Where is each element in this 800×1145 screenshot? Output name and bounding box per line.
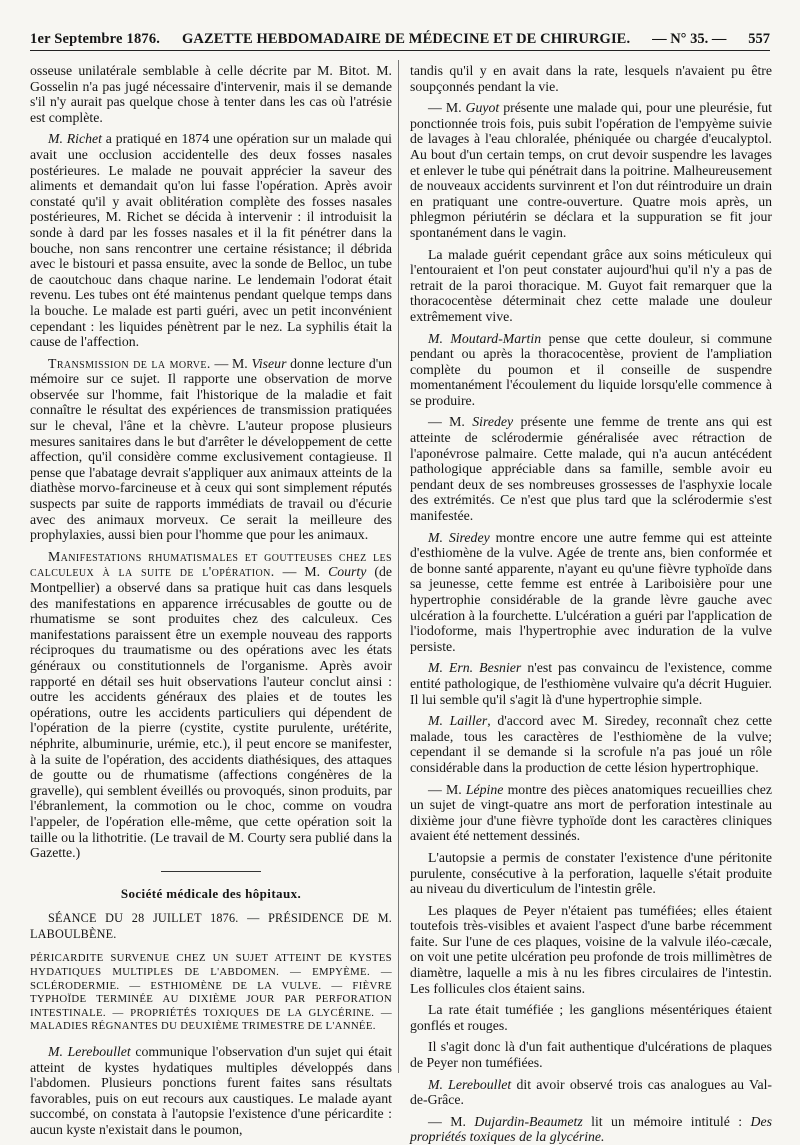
paragraph-text: , d'accord avec M. Siredey, reconnaît chez cette malade, tous les caractères de l'esthiomène de la vulve; cependant il se demande si la scrofule n'a pas joué un rôle considérable dans la production de cette lésion hypertrophique. xyxy=(410,713,772,775)
paragraph-text: communique l'observation d'un sujet qui était atteint de kystes hydatiques multiples développés dans l'abdomen. Plusieurs ponctions furent faites sans résultats favorables, puis on eut recours aux caustiques. Le malade ayant succombé, on constata à l'autopsie l'existence d'une péricardite : aucun kyste n'existait dans le poumon, xyxy=(30,1044,392,1137)
speaker-name: Viseur xyxy=(251,355,287,371)
paragraph: Il s'agit donc là d'un fait authentique d'ulcérations de plaques de Peyer non tuméfiées. xyxy=(410,1039,772,1071)
dash: — M. xyxy=(428,781,466,797)
right-column xyxy=(410,63,773,1145)
paragraph xyxy=(410,100,772,240)
paragraph-text: lit un mémoire intitulé : xyxy=(582,1113,751,1129)
paragraph-text: montre encore une autre femme qui est atteinte d'esthiomène de la vulve. Agée de trente ans, bien conformée et de bonne santé apparente, n'ayant eu qu'une fièvre typhoïde dans sa jeunesse, cette femme est entrée à Lariboisière pour une hypertrophie considérable de la grande lèvre gauche avec ulcération à la fourchette. L'ulcération a guéri par l'application de l'iodoforme, mais l'hypertrophie avec induration de la vulve persiste. xyxy=(410,529,773,654)
paragraph xyxy=(410,1114,772,1145)
paragraph: osseuse unilatérale semblable à celle décrite par M. Bitot. M. Gosselin n'a pas jugé nécessaire d'intervenir, mais il se demande s'il n'y aurait pas quelque chose à tenter dans les cas où l'atrésie est complète. xyxy=(30,63,392,125)
dash: — M. xyxy=(428,1113,475,1129)
session-summary: PÉRICARDITE SURVENUE CHEZ UN SUJET ATTEINT DE KYSTES HYDATIQUES MULTIPLES DE L'ABDOMEN. — EMPYÈME. — SCLÉRODERMIE. — ESTHIOMÈNE DE LA VULVE. — FIÈVRE TYPHOÏDE TERMINÉE AU DIXIÈME JOUR PAR PERFORATION INTESTINALE. — PROPRIÉTÉS TOXIQUES DE LA GLYCÉRINE. — MALADIES RÉGNANTES DU DEUXIÈME TRIMESTRE DE L'ANNÉE. xyxy=(30,952,392,1033)
paragraph-text: montre des pièces anatomiques recueillies chez un sujet de vingt-quatre ans mort de perforation intestinale au dixième jour d'une fièvre typhoïde dont les caractères cliniques avaient été nettement dessinés. xyxy=(410,781,772,844)
speaker-name: M. Lereboullet xyxy=(428,1076,512,1092)
paragraph xyxy=(410,530,772,655)
dash: — M. xyxy=(210,355,252,371)
speaker-name: M. Ern. Besnier xyxy=(428,660,522,676)
paragraph-text: dit avoir observé trois cas analogues au Val-de-Grâce. xyxy=(410,1076,773,1108)
running-header xyxy=(30,22,770,51)
paragraph-text: donne lecture d'un mémoire sur ce sujet. Il rapporte une observation de morve observée sur l'homme, fait l'historique de la maladie et fait connaître le résultat des expériences de transmission pratiquées sur le cheval, l'âne et la chèvre. L'auteur propose plusieurs mesures sanitaires dans le but d'arrêter le développement de cette affection, qu'il considère comme exclusivement contagieuse. Il pense que l'abatage devrait s'appliquer aux animaux atteints de la diathèse morvo-farcineuse et à ceux qui sont simplement réputés suspects par suite de rapports immédiats de travail ou d'écurie avec des animaux morveux. Ce serait la meilleure des prophylaxies, aussi bien pour l'homme que pour les animaux. xyxy=(30,355,392,543)
dash: — M. xyxy=(274,564,329,580)
dash: — M. xyxy=(428,414,473,430)
society-heading: Société médicale des hôpitaux. xyxy=(120,885,302,901)
section-rule xyxy=(161,871,261,872)
column-divider xyxy=(398,60,399,1073)
paragraph xyxy=(30,1044,392,1138)
header-date: 1er Septembre 1876. xyxy=(30,31,161,47)
speaker-name: M. Lailler xyxy=(428,713,488,729)
speaker-name: M. Moutard-Martin xyxy=(428,330,542,346)
dash: — M. xyxy=(428,100,466,116)
paragraph: La rate était tuméfiée ; les ganglions mésentériques étaient gonflés et rouges. xyxy=(410,1002,772,1033)
session-heading: SÉANCE DU 28 JUILLET 1876. — PRÉSIDENCE DE M. LABOULBÈNE. xyxy=(30,911,392,941)
header-page-number: 557 xyxy=(748,31,770,47)
paragraph xyxy=(410,414,772,523)
paragraph-text: présente une femme de trente ans qui est atteinte de sclérodermie généralisée avec rétraction de l'aponévrose palmaire. Cette malade, qui n'a aucun antécédent pathologique appréciable dans sa famille, semble avoir eu pendant deux de ses nombreuses grossesses de l'asphyxie locale des extrémités. Ce n'est que plus tard que la sclérodermie s'est manifestée. xyxy=(410,414,772,524)
paragraph-text: présente une malade qui, pour une pleurésie, fut ponctionnée trois fois, puis subit l'opération de l'empyème suivie de lavages à l'eau chloralée, phéniquée ou chargée d'eucalyptol. Au bout d'un certain temps, on crut devoir suspendre les lavages et enlever le tube qui pénétrait dans la poitrine. Malheureusement de nouveaux accidents survinrent et l'on dut réintroduire un drain en pratiquant une contre-ouverture. Quatre mois après, un phlegmon périutérin se déclara et la suppuration se fit jour spontanément dans le vagin. xyxy=(410,100,772,240)
paragraph xyxy=(30,131,392,349)
header-title: GAZETTE HEBDOMADAIRE DE MÉDECINE ET DE CHIRURGIE. xyxy=(182,31,631,47)
paragraph: L'autopsie a permis de constater l'existence d'une péritonite purulente, consécutive à la perforation, laquelle s'était produite au niveau du diverticulum de l'intestin grêle. xyxy=(410,849,772,897)
paragraph xyxy=(410,660,772,707)
section-heading: Transmission de la morve. xyxy=(48,355,211,371)
speaker-name: M. Richet xyxy=(48,131,102,147)
left-column xyxy=(30,63,392,1137)
paragraph-text: (de Montpellier) a observé dans sa pratique huit cas dans lesquels des manifestations en apparence irrécusables de goutte ou de rhumatisme se sont produites chez des calculeux. Ces manifestations paraissent être un exemple nouveau des rapports réciproques du traumatisme ou des opérations avec les états généraux ou constitutionnels de l'organisme. Après avoir rapporté en détail ses huit observations l'auteur conclut ainsi : outre les accidents généraux des plaies et de toutes les opérations, outre les accidents particuliers qui dépendent de l'opération de la pierre (cystite, cystite purulente, urétérite, néphrite, albuminurie, urémie, etc.), il peut encore se manifester, à la suite de l'opération, des accidents diathésiques, des attaques de goutte ou de rhumatisme (affections congénères de la gravelle), qui semblent éveillés ou provoqués, sinon produits, par l'ébranlement, la commotion ou le choc, comme on voudra l'appeler, de l'opération elle-même, que cette opération soit la taille ou la lithotritie. (Le travail de M. Courty sera publié dans la Gazette.) xyxy=(30,564,392,861)
paragraph xyxy=(410,331,772,409)
paragraph: La malade guérit cependant grâce aux soins méticuleux qui l'entouraient et l'on peut constater aujourd'hui qu'il n'y a pas de retrait de la paroi thoracique. M. Guyot fait remarquer que la thoracocentèse déterminait chez cette malade une douleur extrêmement vive. xyxy=(410,246,772,324)
paragraph: tandis qu'il y en avait dans la rate, lesquels n'avaient pu être soupçonnés pendant la vie. xyxy=(410,63,772,94)
speaker-name: Courty xyxy=(328,564,367,580)
paragraph xyxy=(410,1077,772,1108)
speaker-name: Lépine xyxy=(465,781,504,797)
paragraph xyxy=(30,549,392,861)
paragraph-text: a pratiqué en 1874 une opération sur un malade qui avait une occlusion accidentelle des deux fosses nasales postérieures. Le malade ne pouvait apprécier la saveur des aliments et demandait qu'on lui fasse l'opération. Après avoir constaté qu'il y avait oblitération complète des fosses nasales postérieures, M. Richet se décida à intervenir : il introduisit la sonde à dard par les fosses nasales et il la fit pénétrer dans la bouche, non sans rencontrer une certaine résistance; il débrida avec le bistouri et passa ensuite, avec la sonde de Belloc, un tube de caoutchouc dans chaque narine. Le lendemain l'odorat était revenu. Les tubes ont été maintenus pendant quelque temps dans la bouche. Le malade est parti guéri, avec un petit inconvénient cependant : les liquides pénètrent par le nez. La syphilis était la cause de l'affection. xyxy=(30,131,392,350)
memoir-title: Des propriétés toxiques de la glycérine. xyxy=(410,1113,772,1145)
paragraph: Les plaques de Peyer n'étaient pas tuméfiées; elles étaient toutefois très-visibles et avaient l'aspect d'une barbe récemment faite. Sur l'une de ces plaques, voisine de la valvule iléo-cæcale, on voit une petite ulcération peu profonde de trois millimètres de diamètre, laquelle a mis à nu les fibres circulaires de l'intestin. Les follicules clos étaient sains. xyxy=(410,902,772,996)
paragraph-text: n'est pas convaincu de l'existence, comme entité pathologique, de l'esthiomène vulvaire qu'a décrit Huguier. Il lui semble qu'il s'agit là d'une hypertrophie simple. xyxy=(410,660,772,707)
paragraph xyxy=(410,782,772,844)
header-issue: — N° 35. — xyxy=(652,31,727,47)
paragraph xyxy=(410,713,772,775)
paragraph-text: pense que cette douleur, si commune pendant ou après la thoracocentèse, provient de l'ampliation complète du poumon et il conseille de suspendre momentanément l'écoulement du liquide lorsqu'elle commence à se produire. xyxy=(410,330,773,408)
speaker-name: M. Lereboullet xyxy=(48,1044,131,1060)
speaker-name: Guyot xyxy=(465,100,500,116)
speaker-name: Dujardin-Beaumetz xyxy=(474,1113,583,1129)
paragraph xyxy=(30,356,392,543)
speaker-name: Siredey xyxy=(472,414,514,430)
speaker-name: M. Siredey xyxy=(428,529,490,545)
section-heading: Manifestations rhumatismales et goutteuses chez les calculeux à la suite de l'opération. xyxy=(30,548,392,580)
